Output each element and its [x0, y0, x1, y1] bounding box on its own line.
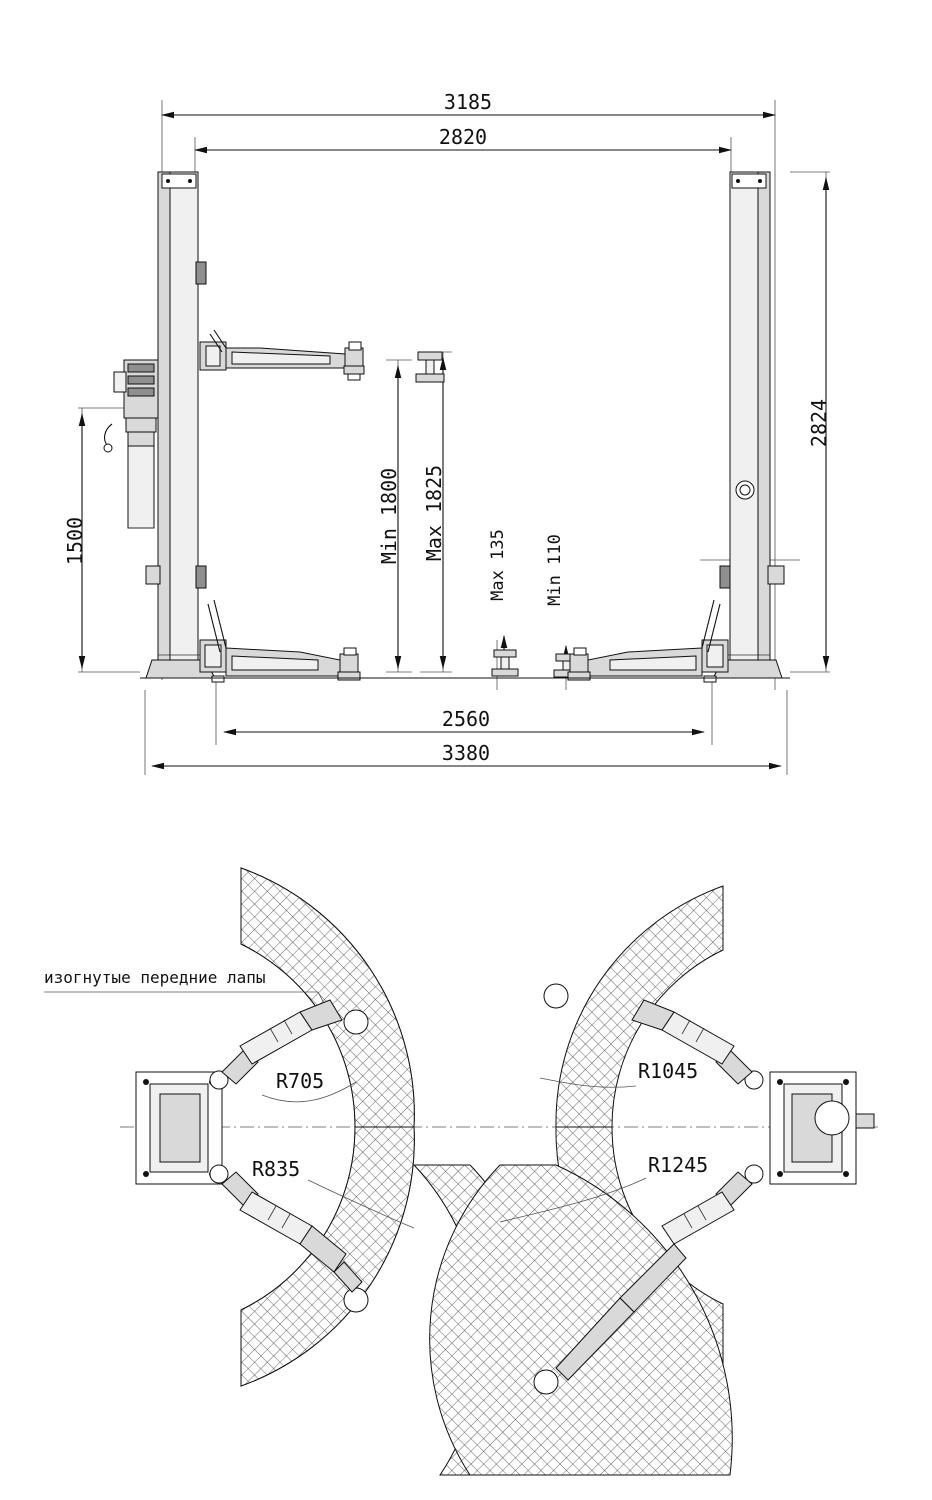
dim-max-pad-height-value: Max 135	[488, 529, 508, 601]
center-pads	[492, 650, 580, 677]
dim-overall-width	[162, 90, 775, 115]
upper-left-arm	[200, 330, 444, 382]
power-unit	[104, 360, 158, 528]
dim-overall-base-width-value: 3380	[441, 741, 491, 765]
dim-power-unit-height-value: 1500	[63, 516, 87, 566]
radius-front-min-label: R705	[276, 1069, 325, 1093]
radius-rear-min-label: R835	[252, 1157, 301, 1181]
dim-overall-width-value: 3185	[443, 90, 493, 114]
lower-right-arm	[568, 600, 728, 682]
dim-max-lift-height	[422, 358, 446, 668]
dim-column-height	[807, 178, 831, 668]
dim-min-lift-height-value: Min 1800	[377, 467, 401, 565]
dim-min-pad-height-value: Min 110	[545, 534, 565, 606]
front-arms-callout-text: изогнутые передние лапы	[44, 968, 266, 987]
plan-view	[44, 868, 880, 1475]
dim-column-height-value: 2824	[807, 398, 831, 448]
radius-rear-max-label: R1245	[648, 1153, 709, 1177]
lower-left-arm	[200, 600, 360, 682]
dim-max-lift-height-value: Max 1825	[422, 464, 446, 562]
dim-inner-base-width	[224, 707, 704, 732]
dim-inner-base-width-value: 2560	[441, 707, 491, 731]
elevation-view	[63, 90, 831, 775]
dim-overall-base-width	[152, 741, 781, 766]
right-column	[713, 172, 784, 678]
dim-power-unit-height	[63, 414, 87, 668]
dim-inner-width	[195, 125, 731, 150]
dim-inner-width-value: 2820	[438, 125, 488, 149]
radius-front-max-label: R1045	[638, 1059, 699, 1083]
dim-min-lift-height	[377, 366, 401, 668]
